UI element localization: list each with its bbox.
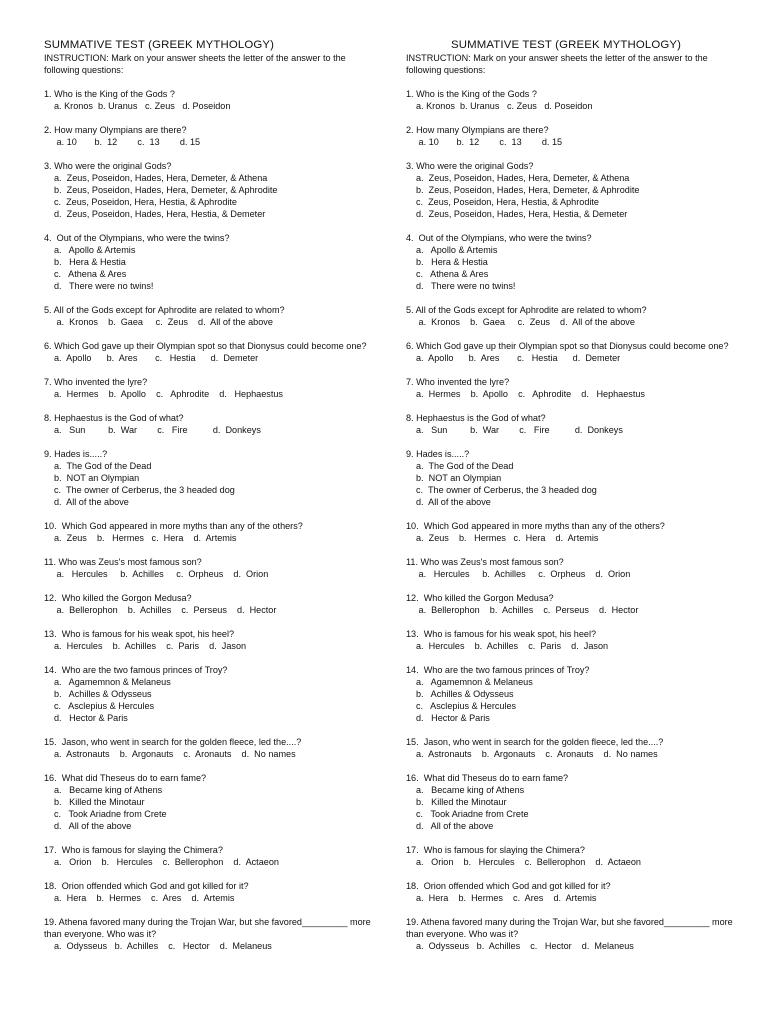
question-text: 9. Hades is.....? xyxy=(406,449,470,459)
answer-choices: a. Kronos b. Uranus c. Zeus d. Poseidon xyxy=(416,101,593,111)
answer-choices: a. Became king of Athens xyxy=(54,785,163,795)
question-item xyxy=(406,844,736,868)
question-item xyxy=(406,736,736,760)
question-text: 7. Who invented the lyre? xyxy=(406,377,510,387)
answer-choices: a. Hercules b. Achilles c. Orpheus d. Orion xyxy=(416,569,631,579)
question-item xyxy=(44,448,374,508)
answer-choices: d. Hector & Paris xyxy=(416,713,490,723)
answer-choices: a. Agamemnon & Melaneus xyxy=(416,677,533,687)
question-item xyxy=(406,88,736,112)
question-item xyxy=(44,412,374,436)
question-text: 13. Who is famous for his weak spot, his heel? xyxy=(406,629,597,639)
question-text: 17. Who is famous for slaying the Chimera? xyxy=(406,845,585,855)
question-item xyxy=(44,556,374,580)
question-list xyxy=(406,88,736,952)
answer-choices: b. Killed the Minotaur xyxy=(54,797,145,807)
answer-choices: a. Astronauts b. Argonauts c. Aronauts d. No names xyxy=(54,749,296,759)
question-text: 18. Orion offended which God and got killed for it? xyxy=(406,881,611,891)
answer-choices: c. Zeus, Poseidon, Hera, Hestia, & Aphrodite xyxy=(416,197,599,207)
question-item xyxy=(406,664,736,724)
instruction-text: INSTRUCTION: Mark on your answer sheets the letter of the answer to the following questions: xyxy=(406,53,708,75)
question-text: 4. Out of the Olympians, who were the twins? xyxy=(406,233,592,243)
question-item xyxy=(406,448,736,508)
question-item xyxy=(44,340,374,364)
question-text: 1. Who is the King of the Gods ? xyxy=(406,89,537,99)
answer-choices: c. Asclepius & Hercules xyxy=(54,701,155,711)
answer-choices: d. Zeus, Poseidon, Hades, Hera, Hestia, & Demeter xyxy=(54,209,266,219)
question-item xyxy=(406,916,736,952)
answer-choices: a. Kronos b. Uranus c. Zeus d. Poseidon xyxy=(54,101,231,111)
answer-choices: d. Hector & Paris xyxy=(54,713,128,723)
answer-choices: a. Zeus, Poseidon, Hades, Hera, Demeter, & Athena xyxy=(416,173,630,183)
question-text: 5. All of the Gods except for Aphrodite are related to whom? xyxy=(406,305,647,315)
answer-choices: a. The God of the Dead xyxy=(416,461,514,471)
answer-choices: c. Took Ariadne from Crete xyxy=(54,809,167,819)
answer-choices: a. Hera b. Hermes c. Ares d. Artemis xyxy=(416,893,597,903)
question-text: 6. Which God gave up their Olympian spot so that Dionysus could become one? xyxy=(44,341,367,351)
answer-choices: a. Apollo & Artemis xyxy=(416,245,498,255)
question-text: 12. Who killed the Gorgon Medusa? xyxy=(406,593,554,603)
answer-choices: a. Bellerophon b. Achilles c. Perseus d. Hector xyxy=(54,605,277,615)
question-text: 11. Who was Zeus's most famous son? xyxy=(44,557,202,567)
question-text: 7. Who invented the lyre? xyxy=(44,377,148,387)
question-text: 3. Who were the original Gods? xyxy=(406,161,534,171)
answer-choices: a. Astronauts b. Argonauts c. Aronauts d. No names xyxy=(416,749,658,759)
question-item xyxy=(406,556,736,580)
answer-choices: a. Hercules b. Achilles c. Paris d. Jason xyxy=(54,641,247,651)
answer-choices: a. Sun b. War c. Fire d. Donkeys xyxy=(54,425,261,435)
answer-choices: d. All of the above xyxy=(54,497,129,507)
question-item xyxy=(406,772,736,832)
answer-choices: a. Apollo b. Ares c. Hestia d. Demeter xyxy=(54,353,259,363)
question-text: 2. How many Olympians are there? xyxy=(44,125,187,135)
question-text: 15. Jason, who went in search for the golden fleece, led the....? xyxy=(406,737,664,747)
answer-choices: a. Sun b. War c. Fire d. Donkeys xyxy=(416,425,623,435)
answer-choices: d. There were no twins! xyxy=(54,281,154,291)
question-text: 1. Who is the King of the Gods ? xyxy=(44,89,175,99)
question-item xyxy=(406,124,736,148)
test-title: SUMMATIVE TEST (GREEK MYTHOLOGY) xyxy=(44,39,275,51)
answer-choices: a. Hercules b. Achilles c. Paris d. Jason xyxy=(416,641,609,651)
question-item xyxy=(406,520,736,544)
question-item xyxy=(406,880,736,904)
question-text: 2. How many Olympians are there? xyxy=(406,125,549,135)
question-text: 12. Who killed the Gorgon Medusa? xyxy=(44,593,192,603)
answer-choices: a. Kronos b. Gaea c. Zeus d. All of the above xyxy=(416,317,635,327)
answer-choices: a. Zeus b. Hermes c. Hera d. Artemis xyxy=(54,533,237,543)
answer-choices: c. Zeus, Poseidon, Hera, Hestia, & Aphrodite xyxy=(54,197,237,207)
question-item xyxy=(44,232,374,292)
answer-choices: c. The owner of Cerberus, the 3 headed dog xyxy=(54,485,235,495)
question-text: 4. Out of the Olympians, who were the twins? xyxy=(44,233,230,243)
question-text: 11. Who was Zeus's most famous son? xyxy=(406,557,564,567)
answer-choices: a. Apollo & Artemis xyxy=(54,245,136,255)
question-text: 14. Who are the two famous princes of Troy? xyxy=(44,665,228,675)
answer-choices: b. NOT an Olympian xyxy=(54,473,140,483)
question-text: 3. Who were the original Gods? xyxy=(44,161,172,171)
answer-choices: a. Zeus b. Hermes c. Hera d. Artemis xyxy=(416,533,599,543)
answer-choices: a. 10 b. 12 c. 13 d. 15 xyxy=(416,137,563,147)
question-text: 18. Orion offended which God and got killed for it? xyxy=(44,881,249,891)
question-item xyxy=(44,88,374,112)
question-text: 19. Athena favored many during the Trojan War, but she favored_________ more than everyone. Who was it? xyxy=(406,917,736,939)
question-text: 8. Hephaestus is the God of what? xyxy=(44,413,184,423)
question-text: 14. Who are the two famous princes of Troy? xyxy=(406,665,590,675)
answer-choices: d. All of the above xyxy=(54,821,132,831)
answer-choices: c. Took Ariadne from Crete xyxy=(416,809,529,819)
question-item xyxy=(406,232,736,292)
answer-choices: c. Athena & Ares xyxy=(416,269,489,279)
answer-choices: b. NOT an Olympian xyxy=(416,473,502,483)
answer-choices: a. Orion b. Hercules c. Bellerophon d. Actaeon xyxy=(54,857,279,867)
test-title: SUMMATIVE TEST (GREEK MYTHOLOGY) xyxy=(451,39,682,51)
question-item xyxy=(406,304,736,328)
question-text: 6. Which God gave up their Olympian spot so that Dionysus could become one? xyxy=(406,341,729,351)
question-list xyxy=(44,88,374,952)
question-item xyxy=(406,376,736,400)
question-item xyxy=(44,880,374,904)
answer-choices: a. Odysseus b. Achilles c. Hector d. Melaneus xyxy=(416,941,634,951)
question-text: 9. Hades is.....? xyxy=(44,449,108,459)
answer-choices: d. Zeus, Poseidon, Hades, Hera, Hestia, & Demeter xyxy=(416,209,628,219)
answer-choices: b. Zeus, Poseidon, Hades, Hera, Demeter, & Aphrodite xyxy=(416,185,640,195)
answer-choices: a. Agamemnon & Melaneus xyxy=(54,677,171,687)
answer-choices: a. Odysseus b. Achilles c. Hector d. Melaneus xyxy=(54,941,272,951)
answer-choices: a. Hera b. Hermes c. Ares d. Artemis xyxy=(54,893,235,903)
answer-choices: a. Orion b. Hercules c. Bellerophon d. Actaeon xyxy=(416,857,641,867)
question-item xyxy=(406,160,736,220)
question-item xyxy=(406,412,736,436)
question-item xyxy=(406,628,736,652)
question-item xyxy=(44,592,374,616)
answer-choices: b. Achilles & Odysseus xyxy=(416,689,514,699)
answer-choices: b. Hera & Hestia xyxy=(54,257,126,267)
question-item xyxy=(44,664,374,724)
question-item xyxy=(44,628,374,652)
answer-choices: d. All of the above xyxy=(416,497,491,507)
answer-choices: a. Became king of Athens xyxy=(416,785,525,795)
answer-choices: c. Asclepius & Hercules xyxy=(416,701,517,711)
answer-choices: c. The owner of Cerberus, the 3 headed dog xyxy=(416,485,597,495)
answer-choices: b. Killed the Minotaur xyxy=(416,797,507,807)
question-item xyxy=(44,304,374,328)
answer-choices: a. Bellerophon b. Achilles c. Perseus d. Hector xyxy=(416,605,639,615)
answer-choices: a. Hercules b. Achilles c. Orpheus d. Orion xyxy=(54,569,269,579)
question-item xyxy=(44,772,374,832)
question-text: 5. All of the Gods except for Aphrodite are related to whom? xyxy=(44,305,285,315)
question-text: 16. What did Theseus do to earn fame? xyxy=(406,773,569,783)
question-text: 16. What did Theseus do to earn fame? xyxy=(44,773,207,783)
question-item xyxy=(44,376,374,400)
question-text: 17. Who is famous for slaying the Chimera? xyxy=(44,845,223,855)
test-copy-left xyxy=(44,38,374,964)
question-text: 10. Which God appeared in more myths than any of the others? xyxy=(406,521,665,531)
question-text: 10. Which God appeared in more myths than any of the others? xyxy=(44,521,303,531)
answer-choices: b. Zeus, Poseidon, Hades, Hera, Demeter, & Aphrodite xyxy=(54,185,278,195)
question-item xyxy=(44,520,374,544)
test-copy-right xyxy=(406,38,736,964)
answer-choices: d. All of the above xyxy=(416,821,494,831)
answer-choices: a. Zeus, Poseidon, Hades, Hera, Demeter, & Athena xyxy=(54,173,268,183)
question-text: 8. Hephaestus is the God of what? xyxy=(406,413,546,423)
answer-choices: a. Kronos b. Gaea c. Zeus d. All of the above xyxy=(54,317,273,327)
question-item xyxy=(406,592,736,616)
question-item xyxy=(44,844,374,868)
answer-choices: a. Hermes b. Apollo c. Aphrodite d. Hephaestus xyxy=(416,389,645,399)
answer-choices: d. There were no twins! xyxy=(416,281,516,291)
answer-choices: b. Achilles & Odysseus xyxy=(54,689,152,699)
question-item xyxy=(406,340,736,364)
question-item xyxy=(44,916,374,952)
question-item xyxy=(44,736,374,760)
answer-choices: b. Hera & Hestia xyxy=(416,257,488,267)
question-item xyxy=(44,124,374,148)
question-text: 19. Athena favored many during the Trojan War, but she favored_________ more than everyone. Who was it? xyxy=(44,917,374,939)
question-item xyxy=(44,160,374,220)
question-text: 13. Who is famous for his weak spot, his heel? xyxy=(44,629,235,639)
answer-choices: c. Athena & Ares xyxy=(54,269,127,279)
question-text: 15. Jason, who went in search for the golden fleece, led the....? xyxy=(44,737,302,747)
answer-choices: a. Apollo b. Ares c. Hestia d. Demeter xyxy=(416,353,621,363)
instruction-text: INSTRUCTION: Mark on your answer sheets the letter of the answer to the following questions: xyxy=(44,53,346,75)
answer-choices: a. The God of the Dead xyxy=(54,461,152,471)
answer-choices: a. Hermes b. Apollo c. Aphrodite d. Hephaestus xyxy=(54,389,283,399)
answer-choices: a. 10 b. 12 c. 13 d. 15 xyxy=(54,137,201,147)
